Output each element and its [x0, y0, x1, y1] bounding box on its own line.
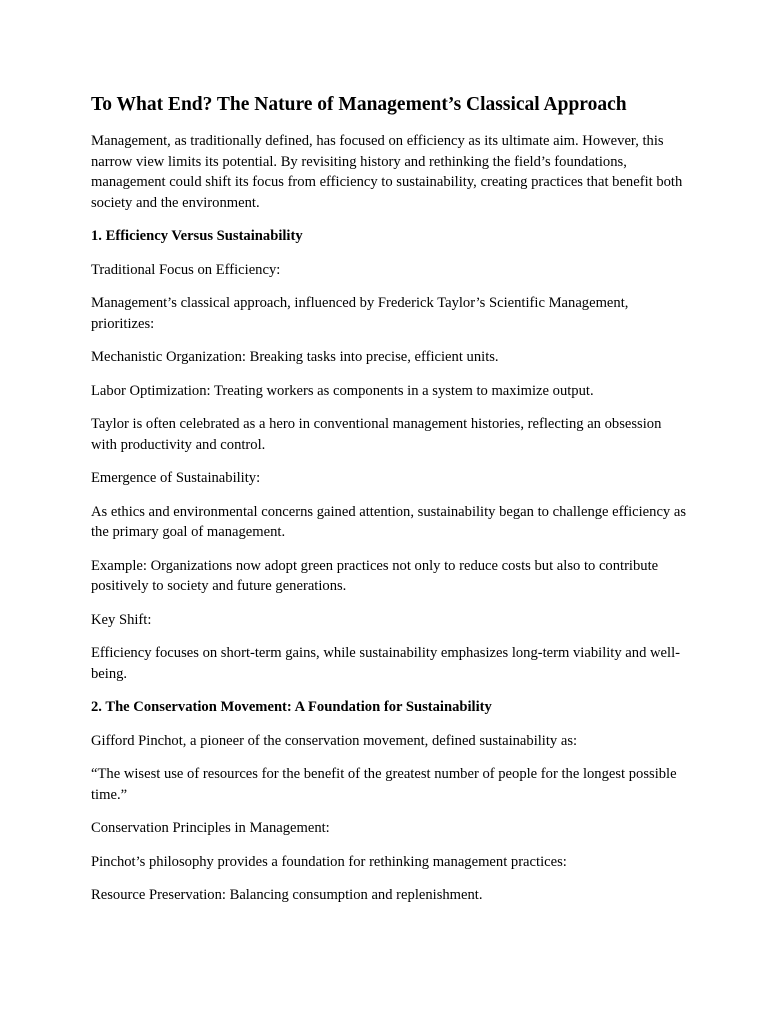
paragraph-taylor-hero: Taylor is often celebrated as a hero in conventional management histories, reflecting an obsession with productivity and control. [91, 416, 662, 453]
paragraph-classical-approach: Management’s classical approach, influenced by Frederick Taylor’s Scientific Management, prioritizes: [91, 295, 629, 332]
section-heading-efficiency-vs-sustainability: 1. Efficiency Versus Sustainability [91, 228, 303, 244]
subheading-conservation-principles: Conservation Principles in Management: [91, 820, 330, 836]
subheading-emergence-sustainability: Emergence of Sustainability: [91, 470, 261, 486]
paragraph-pinchot-definition-intro: Gifford Pinchot, a pioneer of the conservation movement, defined sustainability as: [91, 732, 578, 749]
paragraph-labor-optimization: Labor Optimization: Treating workers as components in a system to maximize output. [91, 382, 594, 399]
paragraph-resource-preservation: Resource Preservation: Balancing consumption and replenishment. [91, 887, 483, 903]
paragraph-example-green-practices: Example: Organizations now adopt green practices not only to reduce costs but also to contribute positively to society and future generations. [91, 557, 659, 594]
section-heading-conservation-movement: 2. The Conservation Movement: A Foundation for Sustainability [91, 699, 492, 715]
paragraph-mechanistic-organization: Mechanistic Organization: Breaking tasks into precise, efficient units. [91, 349, 499, 365]
paragraph-pinchot-philosophy: Pinchot’s philosophy provides a foundation for rethinking management practices: [91, 853, 567, 870]
subheading-key-shift: Key Shift: [91, 611, 152, 628]
quote-pinchot: “The wisest use of resources for the benefit of the greatest number of people for the longest possible time.” [91, 766, 677, 803]
paragraph-efficiency-short-term: Efficiency focuses on short-term gains, while sustainability emphasizes long-term viability and well-being. [91, 645, 681, 682]
paragraph-ethics-environment: As ethics and environmental concerns gained attention, sustainability began to challenge efficiency as the primary goal of management. [91, 503, 687, 540]
document-title: To What End? The Nature of Management’s Classical Approach [91, 94, 627, 115]
intro-paragraph: Management, as traditionally defined, has focused on efficiency as its ultimate aim. However, this narrow view limits its potential. By revisiting history and rethinking the field’s foundations, management could shift its focus from efficiency to sustainability, creating practices that benefit both society and the environment. [91, 133, 683, 211]
subheading-traditional-focus: Traditional Focus on Efficiency: [91, 261, 281, 278]
document-page [91, 93, 687, 919]
